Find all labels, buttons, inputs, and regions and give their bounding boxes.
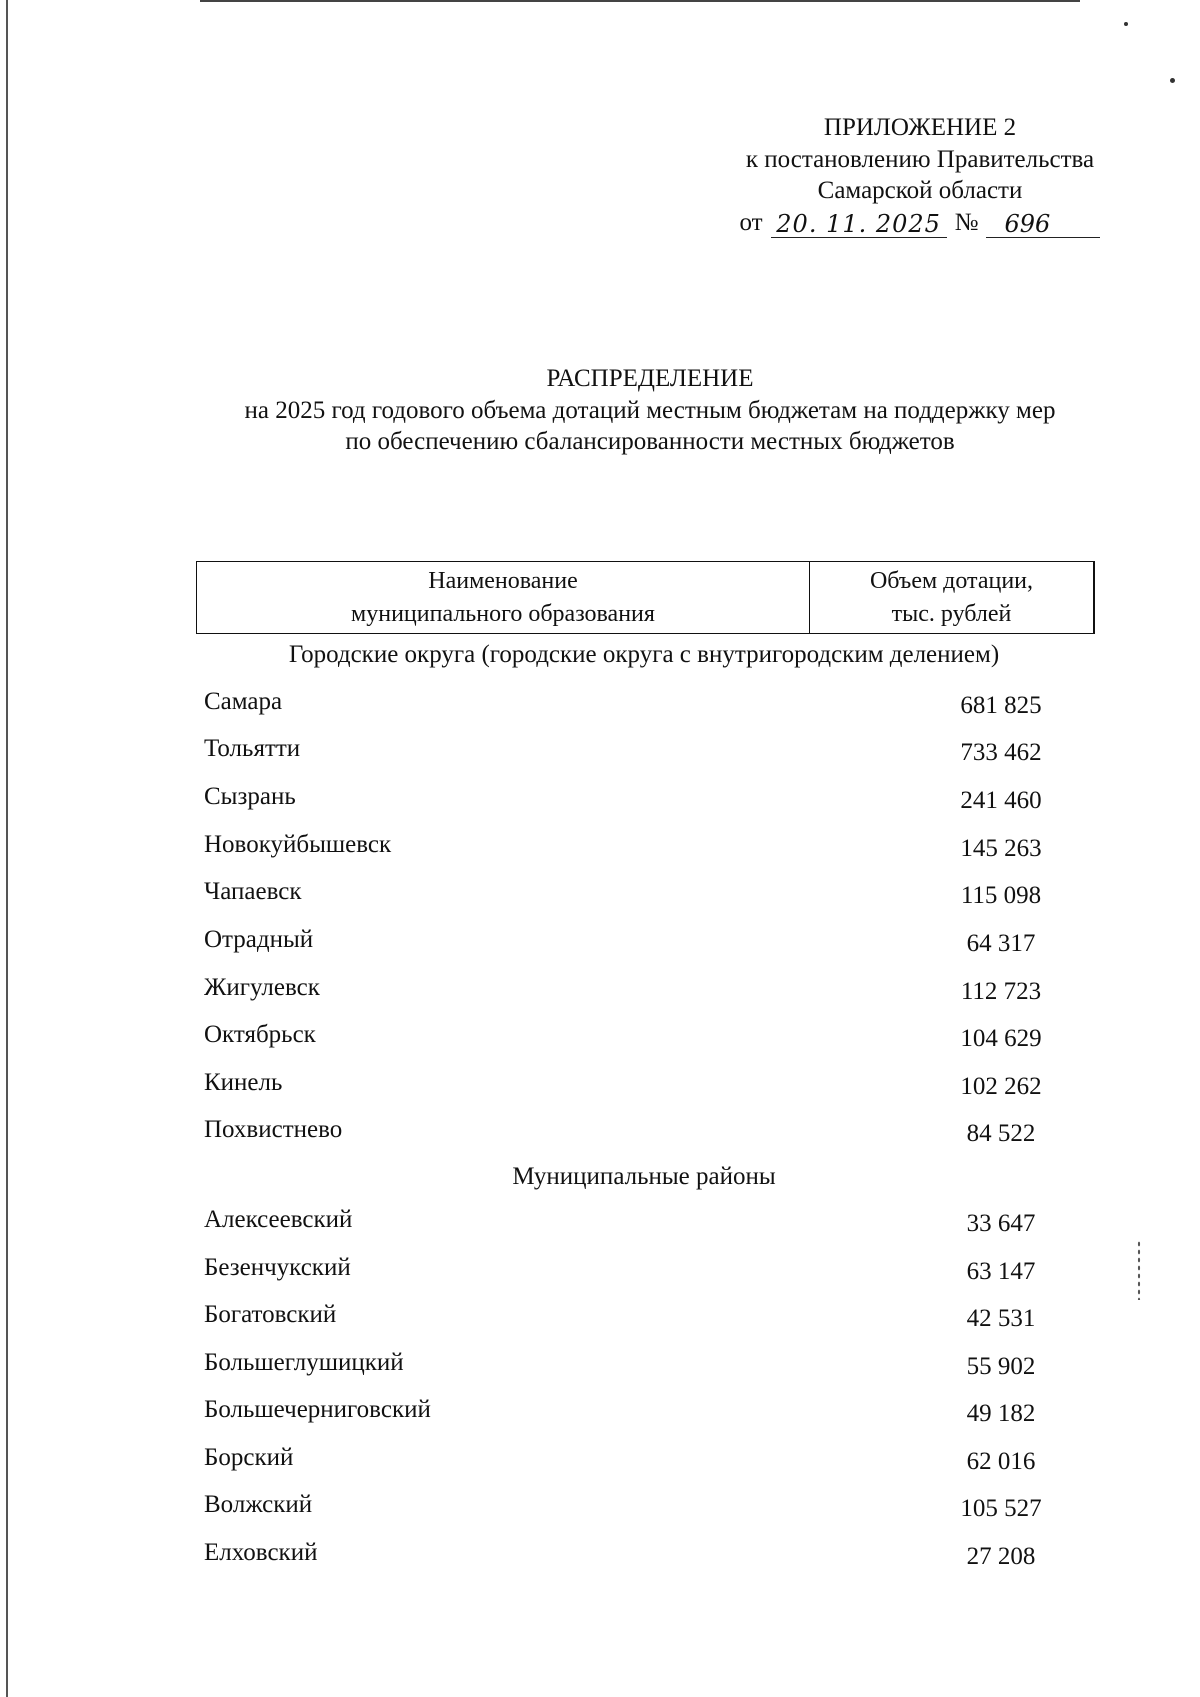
table-row: [196, 827, 1092, 863]
document-heading: [140, 363, 1160, 458]
row-name: Кинель: [204, 1069, 283, 1096]
row-value: 33 647: [966, 1210, 1036, 1237]
column-header-amount-line-2: тыс. рублей: [891, 600, 1012, 627]
row-name: Алексеевский: [204, 1206, 353, 1233]
row-value: 102 262: [960, 1073, 1042, 1100]
row-name: Елховский: [204, 1539, 318, 1566]
row-name: Тольятти: [204, 735, 301, 762]
group-title-districts: Муниципальные районы: [512, 1163, 776, 1190]
row-name: Богатовский: [204, 1301, 337, 1328]
handwritten-date: 20. 11. 2025: [771, 211, 947, 238]
column-header-amount: [810, 562, 1093, 633]
appendix-block: [640, 112, 1200, 238]
scan-top-edge: [200, 0, 1080, 2]
heading-line-1: на 2025 год годового объема дотаций местным бюджетам на поддержку мер: [244, 396, 1056, 424]
scan-left-edge: [6, 0, 8, 1697]
row-value: 63 147: [966, 1258, 1036, 1285]
table-row: [196, 1440, 1092, 1476]
table-row: [196, 1297, 1092, 1333]
appendix-title: ПРИЛОЖЕНИЕ 2: [823, 114, 1017, 141]
appendix-date-line: [640, 207, 1200, 239]
appendix-line-region: Самарской области: [817, 177, 1023, 204]
table-row: [196, 1112, 1092, 1148]
row-value: 145 263: [960, 835, 1042, 862]
table-row: [196, 1345, 1092, 1381]
row-name: Безенчукский: [204, 1254, 351, 1281]
column-header-name: [197, 562, 810, 633]
handwritten-number: 696: [986, 211, 1100, 238]
table-header: [196, 561, 1095, 634]
table-row: [196, 1017, 1092, 1053]
scan-margin-dots: [1137, 1240, 1141, 1300]
row-value: 681 825: [960, 692, 1042, 719]
row-name: Борский: [204, 1444, 294, 1471]
row-value: 105 527: [960, 1495, 1042, 1522]
row-value: 55 902: [966, 1353, 1036, 1380]
row-name: Самара: [204, 688, 283, 715]
number-sign: №: [954, 208, 979, 236]
table-row: [196, 922, 1092, 958]
row-value: 84 522: [966, 1120, 1036, 1147]
table-row: [196, 1535, 1092, 1571]
row-value: 241 460: [960, 787, 1042, 814]
column-header-name-line-2: муниципального образования: [351, 600, 655, 627]
row-value: 62 016: [966, 1448, 1036, 1475]
table-row: [196, 1065, 1092, 1101]
table-row: [196, 779, 1092, 815]
scan-speck: [1124, 22, 1128, 26]
group-title-urban: Городские округа (городские округа с внутригородским делением): [288, 641, 1000, 668]
row-name: Жигулевск: [204, 974, 320, 1001]
row-value: 104 629: [960, 1025, 1042, 1052]
row-value: 112 723: [960, 978, 1042, 1005]
column-header-name-line-1: Наименование: [428, 567, 578, 594]
row-name: Новокуйбышевск: [204, 831, 392, 858]
row-value: 27 208: [966, 1543, 1036, 1570]
table-row: [196, 684, 1092, 720]
row-value: 733 462: [960, 739, 1042, 766]
row-name: Отрадный: [204, 926, 314, 953]
row-value: 49 182: [966, 1400, 1036, 1427]
row-name: Октябрьск: [204, 1021, 316, 1048]
row-name: Похвистнево: [204, 1116, 343, 1143]
table-row: [196, 731, 1092, 767]
heading-title: РАСПРЕДЕЛЕНИЕ: [546, 365, 754, 392]
table-row: [196, 1487, 1092, 1523]
row-value: 42 531: [966, 1305, 1036, 1332]
row-name: Волжский: [204, 1491, 313, 1518]
row-name: Сызрань: [204, 783, 296, 810]
row-name: Большечерниговский: [204, 1396, 431, 1423]
row-name: Большеглушицкий: [204, 1349, 404, 1376]
table-row: [196, 874, 1092, 910]
table-row: [196, 1392, 1092, 1428]
row-name: Чапаевск: [204, 878, 302, 905]
appendix-line-resolution: к постановлению Правительства: [745, 145, 1095, 173]
row-value: 115 098: [960, 882, 1042, 909]
row-value: 64 317: [966, 930, 1036, 957]
heading-line-2: по обеспечению сбалансированности местных бюджетов: [345, 428, 955, 455]
date-prefix: от: [739, 208, 763, 236]
table-row: [196, 1202, 1092, 1238]
column-header-amount-line-1: Объем дотации,: [869, 567, 1034, 594]
scan-speck: [1170, 78, 1175, 83]
table-row: [196, 970, 1092, 1006]
table-row: [196, 1250, 1092, 1286]
